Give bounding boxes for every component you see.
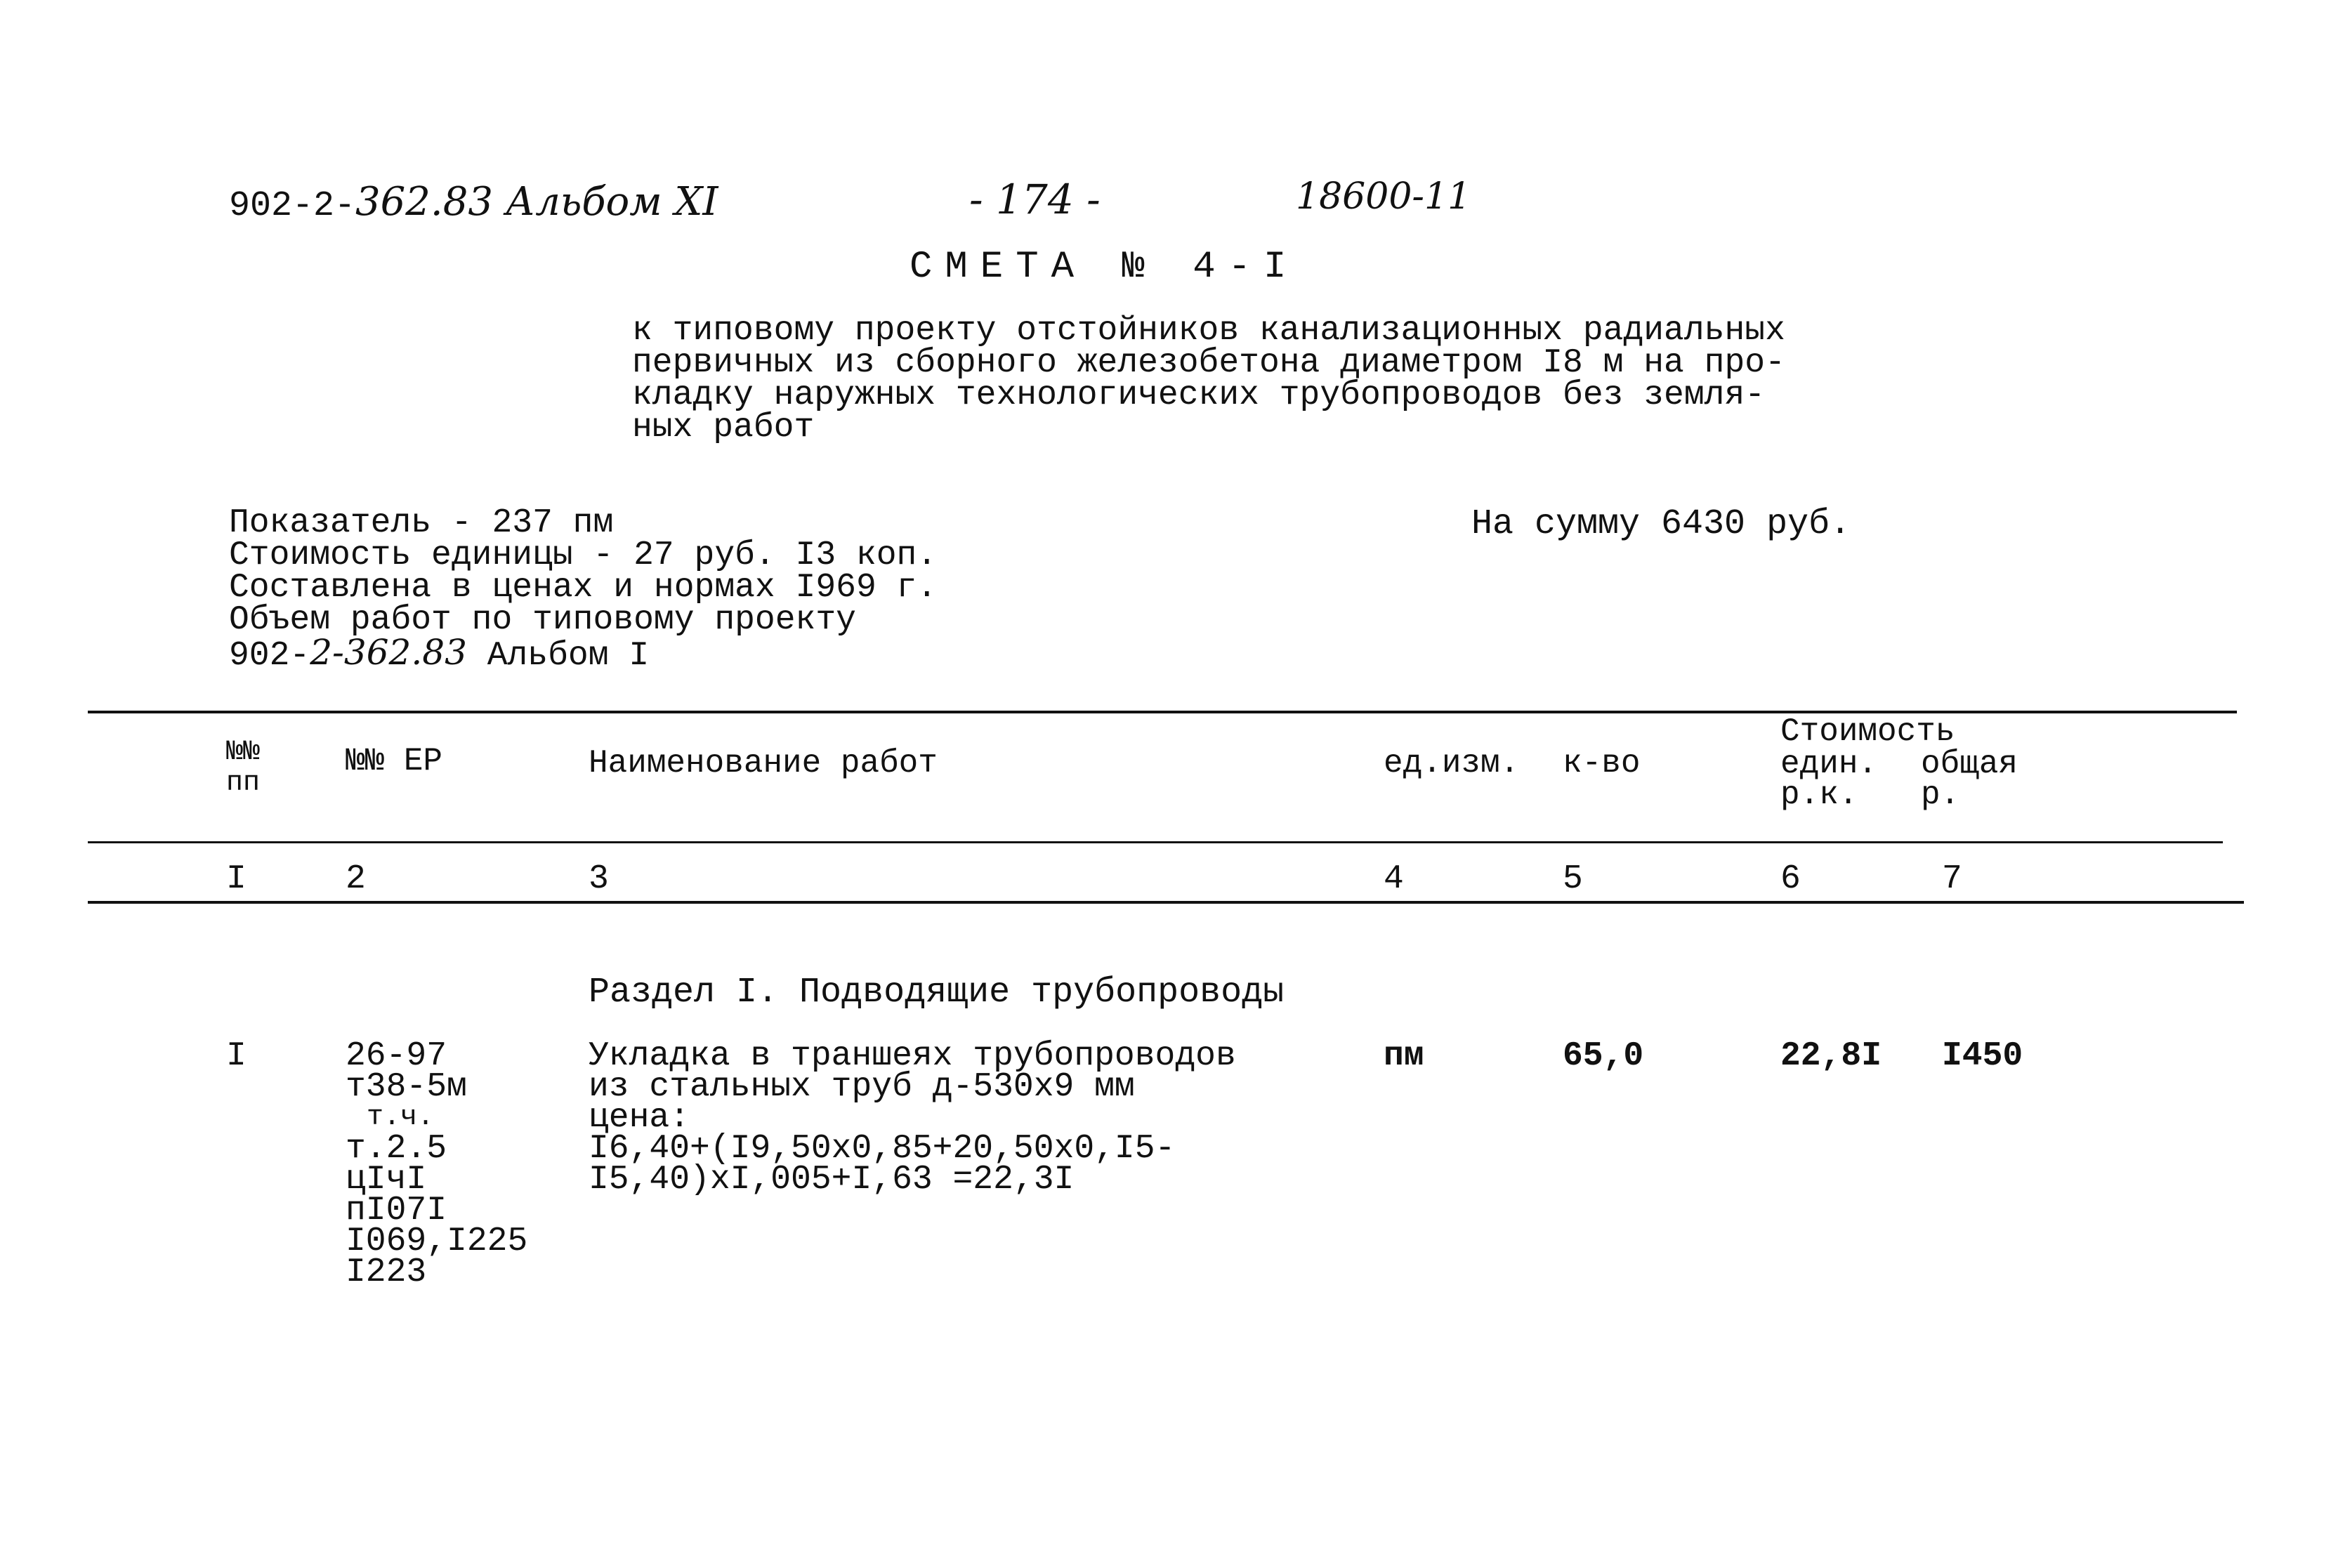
unit-cost-line: Стоимость единицы - 27 руб. I3 коп.	[229, 536, 938, 574]
reference-number: 18600-11	[1296, 176, 1471, 218]
header-num	[226, 737, 260, 799]
work-name-line: Укладка в траншеях трубопроводов	[589, 1037, 1236, 1075]
estimate-description	[632, 312, 1785, 447]
estimate-title: СМЕТА № 4-I	[910, 246, 1299, 289]
header-num-line: пп	[226, 767, 261, 799]
header-quantity: к-во	[1563, 745, 1641, 782]
work-name-line: цена:	[589, 1099, 690, 1137]
header-cost-total	[1921, 746, 2018, 813]
header-cost-unit-line: р.к.	[1780, 777, 1858, 813]
header-er: №№ ЕР	[346, 743, 443, 779]
column-numbers-rule	[88, 901, 2244, 904]
column-number: I	[226, 860, 247, 898]
volume-code-line	[229, 632, 937, 675]
estimate-info	[229, 504, 938, 675]
er-code-line: т.ч.	[367, 1102, 435, 1133]
work-name-line: I5,40)хI,005+I,63 =22,3I	[589, 1161, 1075, 1199]
column-number: 3	[589, 860, 609, 898]
header-bottom-rule	[88, 841, 2223, 843]
volume-code-handwritten: 2-362.83	[310, 632, 467, 673]
column-number: 5	[1563, 860, 1583, 898]
prices-line: Составлена в ценах и нормах I969 г.	[229, 569, 938, 607]
work-name-line: из стальных труб д-530х9 мм	[589, 1068, 1135, 1106]
document-code	[229, 179, 718, 226]
er-code-line: т38-5м	[346, 1068, 467, 1106]
document-code-handwritten: 362.83 Альбом XI	[355, 179, 718, 225]
er-code-line: пI07I	[346, 1192, 447, 1230]
row-work-name	[589, 1037, 1236, 1199]
header-work-name: Наименование работ	[589, 745, 938, 782]
description-line: ных работ	[632, 409, 815, 447]
description-line: к типовому проекту отстойников канализационных радиальных	[632, 312, 1785, 350]
page-number: - 174 -	[969, 176, 1101, 223]
er-code-line: цIчI	[346, 1161, 427, 1199]
header-cost-total-line: р.	[1921, 777, 1960, 813]
row-er-codes	[346, 1037, 528, 1291]
header-cost-unit-line: един.	[1780, 746, 1878, 782]
description-line: первичных из сборного железобетона диаметром I8 м на про-	[632, 344, 1785, 382]
header-cost-total-line: общая	[1921, 746, 2018, 782]
row-unit-cost: 22,8I	[1780, 1037, 1882, 1075]
header-unit: ед.изм.	[1384, 745, 1520, 782]
column-number: 4	[1384, 860, 1404, 898]
row-total-cost: I450	[1942, 1037, 2023, 1075]
column-number: 7	[1942, 860, 1962, 898]
document-code-prefix: 902-2-	[229, 186, 356, 226]
header-num-line: №№	[226, 737, 261, 768]
column-number: 6	[1780, 860, 1801, 898]
section-title: Раздел I. Подводящие трубопроводы	[589, 973, 1285, 1013]
work-name-line: I6,40+(I9,50х0,85+20,50х0,I5-	[589, 1130, 1176, 1168]
row-quantity: 65,0	[1563, 1037, 1644, 1075]
er-code-line: 26-97	[346, 1037, 447, 1075]
header-cost-title: Стоимость	[1780, 713, 1955, 750]
er-code-line: I069,I225	[346, 1223, 528, 1260]
row-unit: пм	[1384, 1037, 1424, 1075]
er-code-line: I223	[346, 1253, 427, 1291]
indicator-line: Показатель - 237 пм	[229, 504, 614, 542]
total-sum: На сумму 6430 руб.	[1471, 504, 1851, 544]
description-line: кладку наружных технологических трубопроводов без земля-	[632, 376, 1766, 414]
header-cost-unit	[1780, 746, 1878, 813]
volume-code-suffix: Альбом I	[466, 637, 650, 675]
column-number: 2	[346, 860, 366, 898]
volume-code-prefix: 902-	[229, 637, 310, 675]
er-code-line: т.2.5	[346, 1130, 447, 1168]
volume-line: Объем работ по типовому проекту	[229, 601, 856, 639]
row-number: I	[226, 1037, 247, 1075]
